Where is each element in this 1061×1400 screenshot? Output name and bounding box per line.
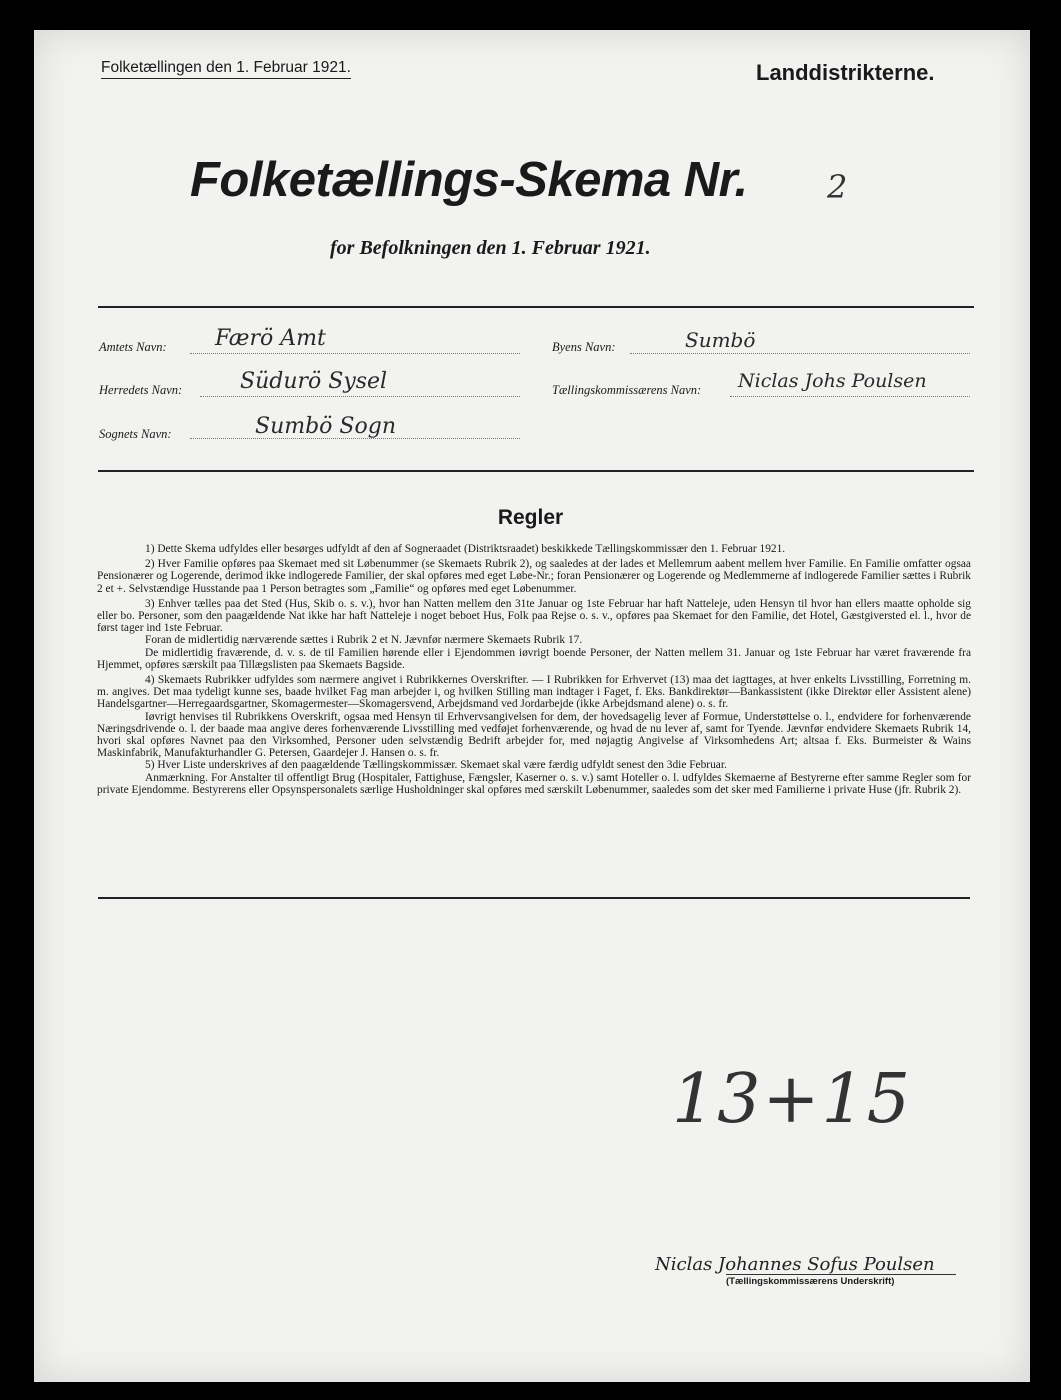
kommissaer-line	[730, 396, 970, 397]
rule-5: 5) Hver Liste underskrives af den paagældende Tællingskommissær. Skemaet skal være færdig udfyldt senest den 3die Februar.	[145, 759, 727, 772]
rules-text	[97, 543, 971, 796]
rule-1: 1) Dette Skema udfyldes eller besørges udfyldt af den af Sogneraadet (Distriktsraadet) beskikkede Tællingskommissær den 1. Februar 1921.	[145, 543, 786, 555]
signature-caption: (Tællingskommissærens Underskrift)	[726, 1276, 895, 1287]
handwritten-tally: 13+15	[672, 1060, 913, 1139]
rule-4: 4) Skemaets Rubrikker udfyldes som nærmere angivet i Rubrikkernes Overskrifter. — I Rubrikken for Erhvervet (13) maa det iagttages, at hver enkelts Livsstilling, Forretning m. m. angives. Det maa tydeligt kunne ses, baade hvilket Fag man arbejder i, og hvilken Stilling man indtager i Faget, f. Eks. Bankdirektør—Bankassistent (ikke Direktør eller Assistent alene) Handelsgartner—Herregaardsgartner, Skomagermester—Skomagersvend, Arbejdsmand ved Jordarbejde (ikke Arbejdsmand alene) o. s. fr.	[97, 674, 971, 711]
by-label: Byens Navn:	[552, 340, 616, 354]
herred-line	[200, 396, 520, 397]
census-date-header: Folketællingen den 1. Februar 1921.	[101, 59, 351, 79]
form-number: 2	[827, 168, 848, 206]
middle-divider	[98, 470, 974, 472]
form-title: Folketællings-Skema Nr.	[190, 153, 748, 207]
rules-heading: Regler	[497, 506, 564, 529]
by-line	[630, 353, 970, 354]
rule-2: 2) Hver Familie opføres paa Skemaet med sit Løbenummer (se Skemaets Rubrik 2), og saaledes at der lades et Mellemrum aabent mellem hver Familie. En Familie omfatter ogsaa Pensionærer og Logerende, derimod ikke indlogerede Familier, der skal opføres med eget Løbe-Nr.; foran Pensionærer og Logerende og Medlemmerne af indlogerede Familier sættes i Rubrik 2 et +. Selvstændige Husstande paa 1 Person betragtes som „Familie“ og opføres med eget Løbenummer.	[97, 558, 971, 595]
amt-label: Amtets Navn:	[99, 340, 167, 354]
kommissaer-label: Tællingskommissærens Navn:	[552, 383, 702, 397]
kommissaer-value: Niclas Johs Poulsen	[738, 370, 927, 392]
rule-3: 3) Enhver tælles paa det Sted (Hus, Skib o. s. v.), hvor han Natten mellem den 31te Januar og 1ste Februar har haft Natteleje, uden Hensyn til hvor han ellers maatte opholde sig eller bo. Personer, som den paagældende Nat ikke har haft Natteleje i noget beboet Hus, Folk paa Rejse o. s. v., opføres paa Skemaet for den Familie, det Hotel, Gæstgiversted el. l., hvor de først tager ind 1ste Februar.	[97, 597, 971, 635]
amt-value: Færö Amt	[215, 326, 326, 351]
district-type-header: Landdistrikterne.	[756, 60, 935, 85]
commissioner-signature: Niclas Johannes Sofus Poulsen	[655, 1254, 935, 1275]
signature-line	[726, 1274, 956, 1275]
amt-line	[190, 353, 520, 354]
rule-3-present: Foran de midlertidig nærværende sættes i Rubrik 2 et N. Jævnfør nærmere Skemaets Rubrik 17.	[145, 634, 583, 647]
form-subtitle: for Befolkningen den 1. Februar 1921.	[330, 237, 651, 259]
herred-value: Südurö Sysel	[240, 369, 388, 394]
bottom-divider	[98, 897, 970, 899]
by-value: Sumbö	[685, 328, 756, 352]
sogn-line	[190, 438, 520, 439]
rule-4-reference: Iøvrigt henvises til Rubrikkens Overskrift, ogsaa med Hensyn til Erhvervsangivelsen for dem, der hovedsagelig lever af Formue, Understøttelse o. l., endvidere for forhenværende Næringsdrivende o. l. der baade maa angive deres forhenværende Livsstilling med vedføjet forhenværende, og hvad de nu lever af, samt for Tyende. Jævnfør endvidere Skemaets Rubrik 14, hvori skal opføres Navnet paa den Virksomhed, Personer uden selvstændig Bedrift arbejder for, med nøjagtig Angivelse af Virksomhedens Art; altsaa f. Eks. Burmeister & Wains Maskinfabrik, Manufakturhandler G. Petersen, Gaardejer J. Hansen o. s. fr.	[97, 710, 971, 760]
rule-3-absent: De midlertidig fraværende, d. v. s. de til Familien hørende eller i Ejendommen iøvrigt boende Personer, der Natten mellem 31. Januar og 1ste Februar har været fraværende fra Hjemmet, opføres særskilt paa Tillægslisten paa Skemaets Bagside.	[97, 646, 971, 671]
sogn-label: Sognets Navn:	[99, 427, 172, 441]
sogn-value: Sumbö Sogn	[255, 414, 396, 439]
herred-label: Herredets Navn:	[99, 383, 183, 397]
rule-note: Anmærkning. For Anstalter til offentligt Brug (Hospitaler, Fattighuse, Fængsler, Kaserner o. s. v.) samt Hoteller o. l. udfyldes Skemaerne af Bestyrerne efter samme Regler som for private Ejendomme. Bestyrerens eller Opsynspersonalets særlige Husholdninger skal opføres med særskilt Løbenummer, saaledes som det sker med Familierne i private Huse (jfr. Rubrik 2).	[97, 771, 971, 796]
top-divider	[98, 306, 974, 308]
